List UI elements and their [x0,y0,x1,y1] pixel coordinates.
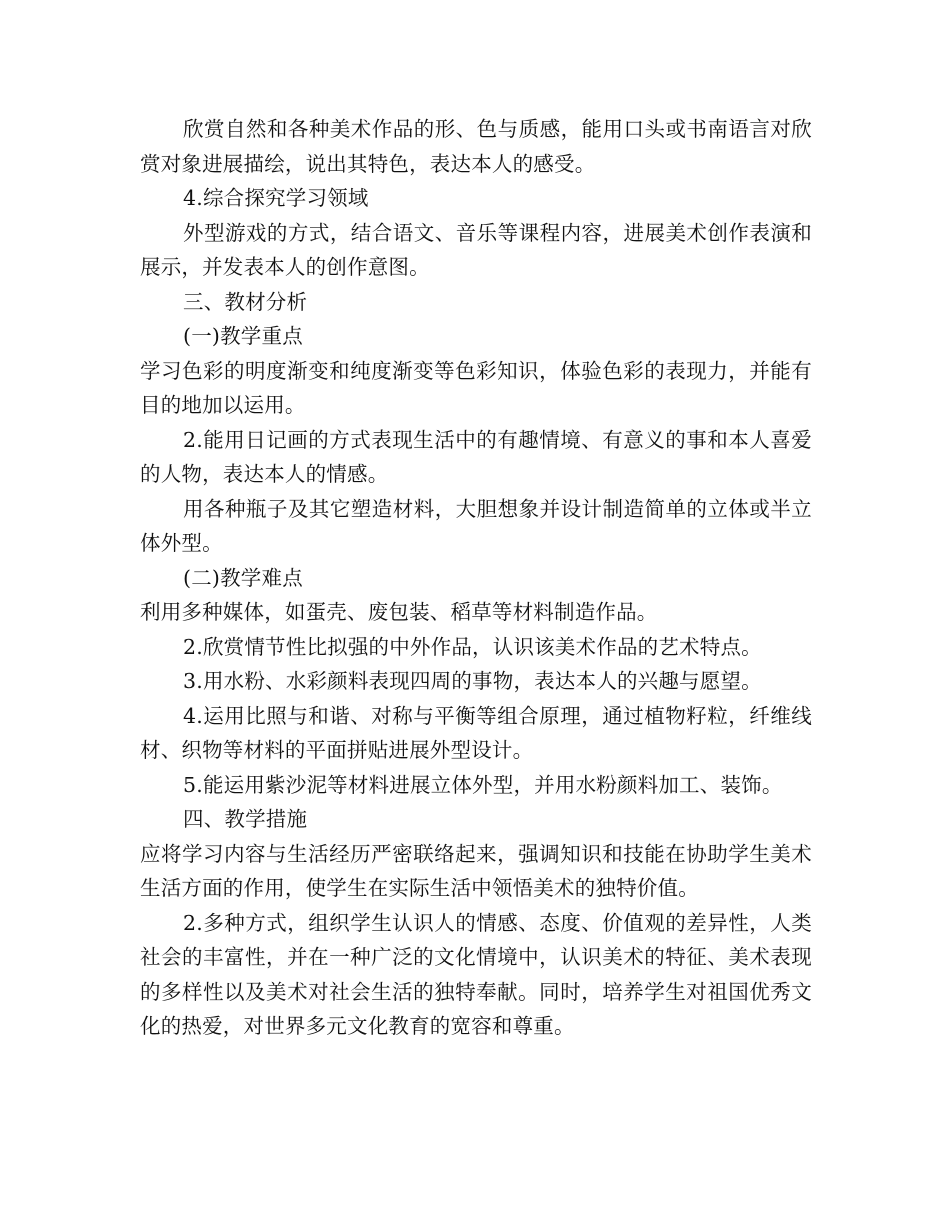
paragraph: 5.能运用紫沙泥等材料进展立体外型，并用水粉颜料加工、装饰。 [183,772,783,797]
paragraph: 欣赏自然和各种美术作品的形、色与质感，能用口头或书南语言对欣赏对象进展描绘，说出其特色，表达本人的感受。 [140,117,812,176]
paragraph: 学习色彩的明度渐变和纯度渐变等色彩知识，体验色彩的表现力，并能有目的地加以运用。 [140,358,812,417]
paragraph: 2.欣赏情节性比拟强的中外作品，认识该美术作品的艺术特点。 [183,634,762,659]
section-heading: 四、教学措施 [183,807,308,831]
paragraph: 4.运用比照与和谐、对称与平衡等组合原理，通过植物籽粒，纤维线材、织物等材料的平面拼贴进展外型设计。 [140,703,812,762]
subsection-heading: (二)教学难点 [183,565,303,590]
subsection-heading: (一)教学重点 [183,324,303,348]
section-heading: 三、教材分析 [183,289,308,314]
section-heading: 4.综合探究学习领域 [183,186,369,210]
paragraph: 利用多种媒体，如蛋壳、废包装、稻草等材料制造作品。 [140,600,658,624]
document-body [140,112,812,1044]
paragraph: 应将学习内容与生活经历严密联络起来，强调知识和技能在协助学生美术生活方面的作用，使学生在实际生活中领悟美术的独特价值。 [140,841,812,900]
paragraph: 2.能用日记画的方式表现生活中的有趣情境、有意义的事和本人喜爱的人物，表达本人的情感。 [140,427,812,486]
paragraph: 用各种瓶子及其它塑造材料，大胆想象并设计制造简单的立体或半立体外型。 [140,496,812,555]
paragraph: 外型游戏的方式，结合语文、音乐等课程内容，进展美术创作表演和展示，并发表本人的创作意图。 [140,220,812,279]
paragraph: 2.多种方式，组织学生认识人的情感、态度、价值观的差异性，人类社会的丰富性，并在一种广泛的文化情境中，认识美术的特征、美术表现的多样性以及美术对社会生活的独特奉献。同时，培养学生对祖国优秀文化的热爱，对世界多元文化教育的宽容和尊重。 [140,910,812,1038]
paragraph: 3.用水粉、水彩颜料表现四周的事物，表达本人的兴趣与愿望。 [183,669,762,693]
